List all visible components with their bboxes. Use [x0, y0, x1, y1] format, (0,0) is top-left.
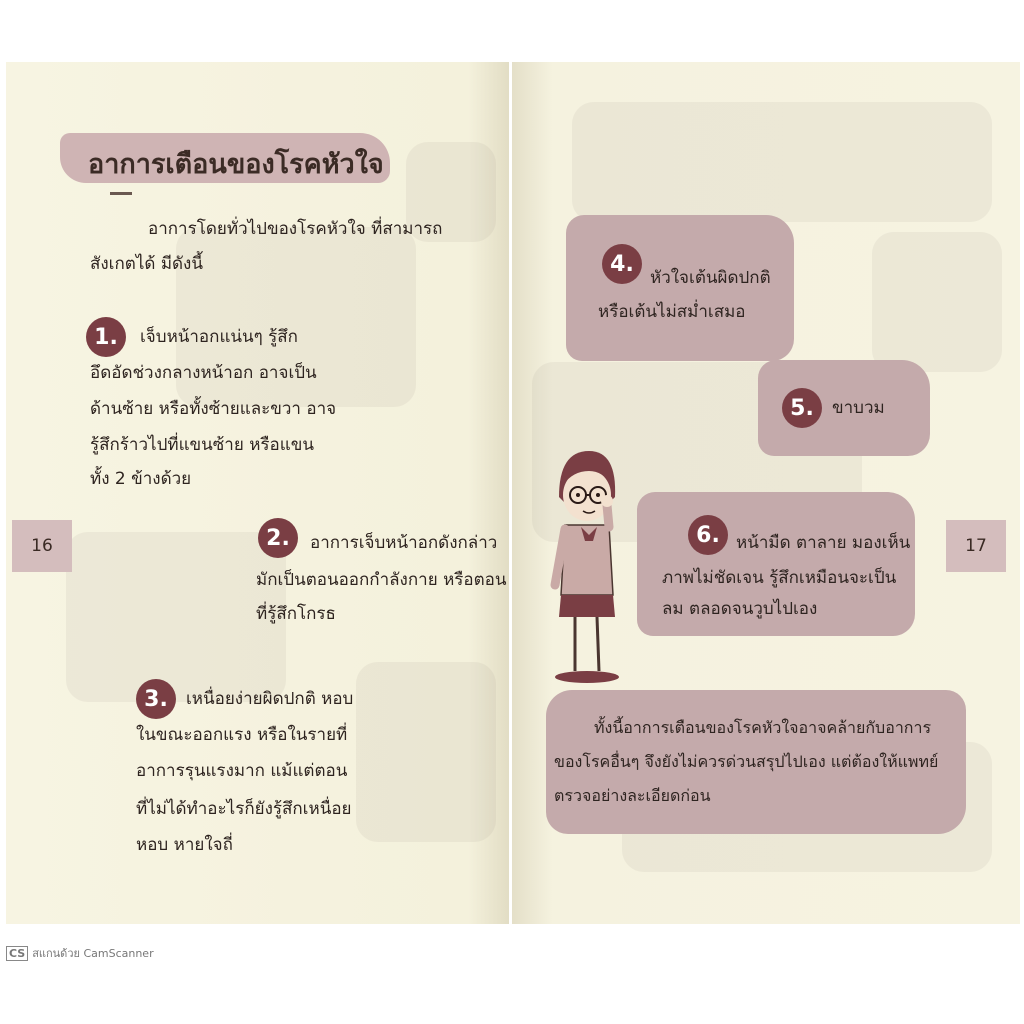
item-text-line: อาการเจ็บหน้าอกดังกล่าว — [310, 533, 498, 553]
item-text-line: หน้ามืด ตาลาย มองเห็น — [736, 533, 911, 553]
bleed-through-shape — [872, 232, 1002, 372]
item-text-line: ที่ไม่ได้ทำอะไรก็ยังรู้สึกเหนื่อย — [136, 799, 352, 819]
camscanner-badge: CS — [6, 946, 28, 961]
bleed-through-shape — [66, 532, 286, 702]
note-line: ตรวจอย่างละเอียดก่อน — [554, 786, 711, 805]
item-text-line: ภาพไม่ชัดเจน รู้สึกเหมือนจะเป็น — [662, 568, 897, 588]
item-text-line: ลม ตลอดจนวูบไปเอง — [662, 599, 818, 619]
item-number-badge: 1. — [86, 317, 126, 357]
item-number-badge: 3. — [136, 679, 176, 719]
camscanner-label: สแกนด้วย CamScanner — [32, 947, 154, 960]
title-dash — [110, 192, 132, 195]
item-number-badge: 4. — [602, 244, 642, 284]
item-text-line: เจ็บหน้าอกแน่นๆ รู้สึก — [140, 327, 298, 347]
item-number-badge: 6. — [688, 515, 728, 555]
item-text-line: อึดอัดช่วงกลางหน้าอก อาจเป็น — [90, 363, 317, 383]
item-text-line: อาการรุนแรงมาก แม้แต่ตอน — [136, 761, 348, 781]
bleed-through-shape — [356, 662, 496, 842]
intro-line: สังเกตได้ มีดังนี้ — [90, 254, 203, 274]
note-line: ของโรคอื่นๆ จึงยังไม่ควรด่วนสรุปไปเอง แต่ต้องให้แพทย์ — [554, 752, 939, 771]
item-number-badge: 5. — [782, 388, 822, 428]
item-text-line: หัวใจเต้นผิดปกติ — [650, 268, 771, 288]
item-text-line: หรือเต้นไม่สม่ำเสมอ — [598, 302, 746, 322]
item-text-line: ที่รู้สึกโกรธ — [256, 604, 336, 624]
item-text-line: เหนื่อยง่ายผิดปกติ หอบ — [186, 689, 354, 709]
note-line: ทั้งนี้อาการเตือนของโรคหัวใจอาจคล้ายกับอาการ — [594, 718, 932, 737]
item-text-line: ในขณะออกแรง หรือในรายที่ — [136, 725, 348, 745]
item-text-line: มักเป็นตอนออกกำลังกาย หรือตอน — [256, 570, 507, 590]
item-text-line: หอบ หายใจถี่ — [136, 835, 233, 855]
scanner-watermark — [6, 944, 154, 962]
item-text-line: ทั้ง 2 ข้างด้วย — [90, 469, 192, 489]
page-title: อาการเตือนของโรคหัวใจ — [88, 149, 384, 180]
page-number-right: 17 — [946, 520, 1006, 572]
page-number-left: 16 — [12, 520, 72, 572]
girl-illustration — [545, 445, 625, 685]
item-text-line: รู้สึกร้าวไปที่แขนซ้าย หรือแขน — [90, 435, 314, 455]
bleed-through-shape — [572, 102, 992, 222]
intro-line: อาการโดยทั่วไปของโรคหัวใจ ที่สามารถ — [148, 219, 443, 239]
item-text-line: ด้านซ้าย หรือทั้งซ้ายและขวา อาจ — [90, 399, 337, 419]
item-text-line: ขาบวม — [832, 398, 885, 418]
item-number-badge: 2. — [258, 518, 298, 558]
